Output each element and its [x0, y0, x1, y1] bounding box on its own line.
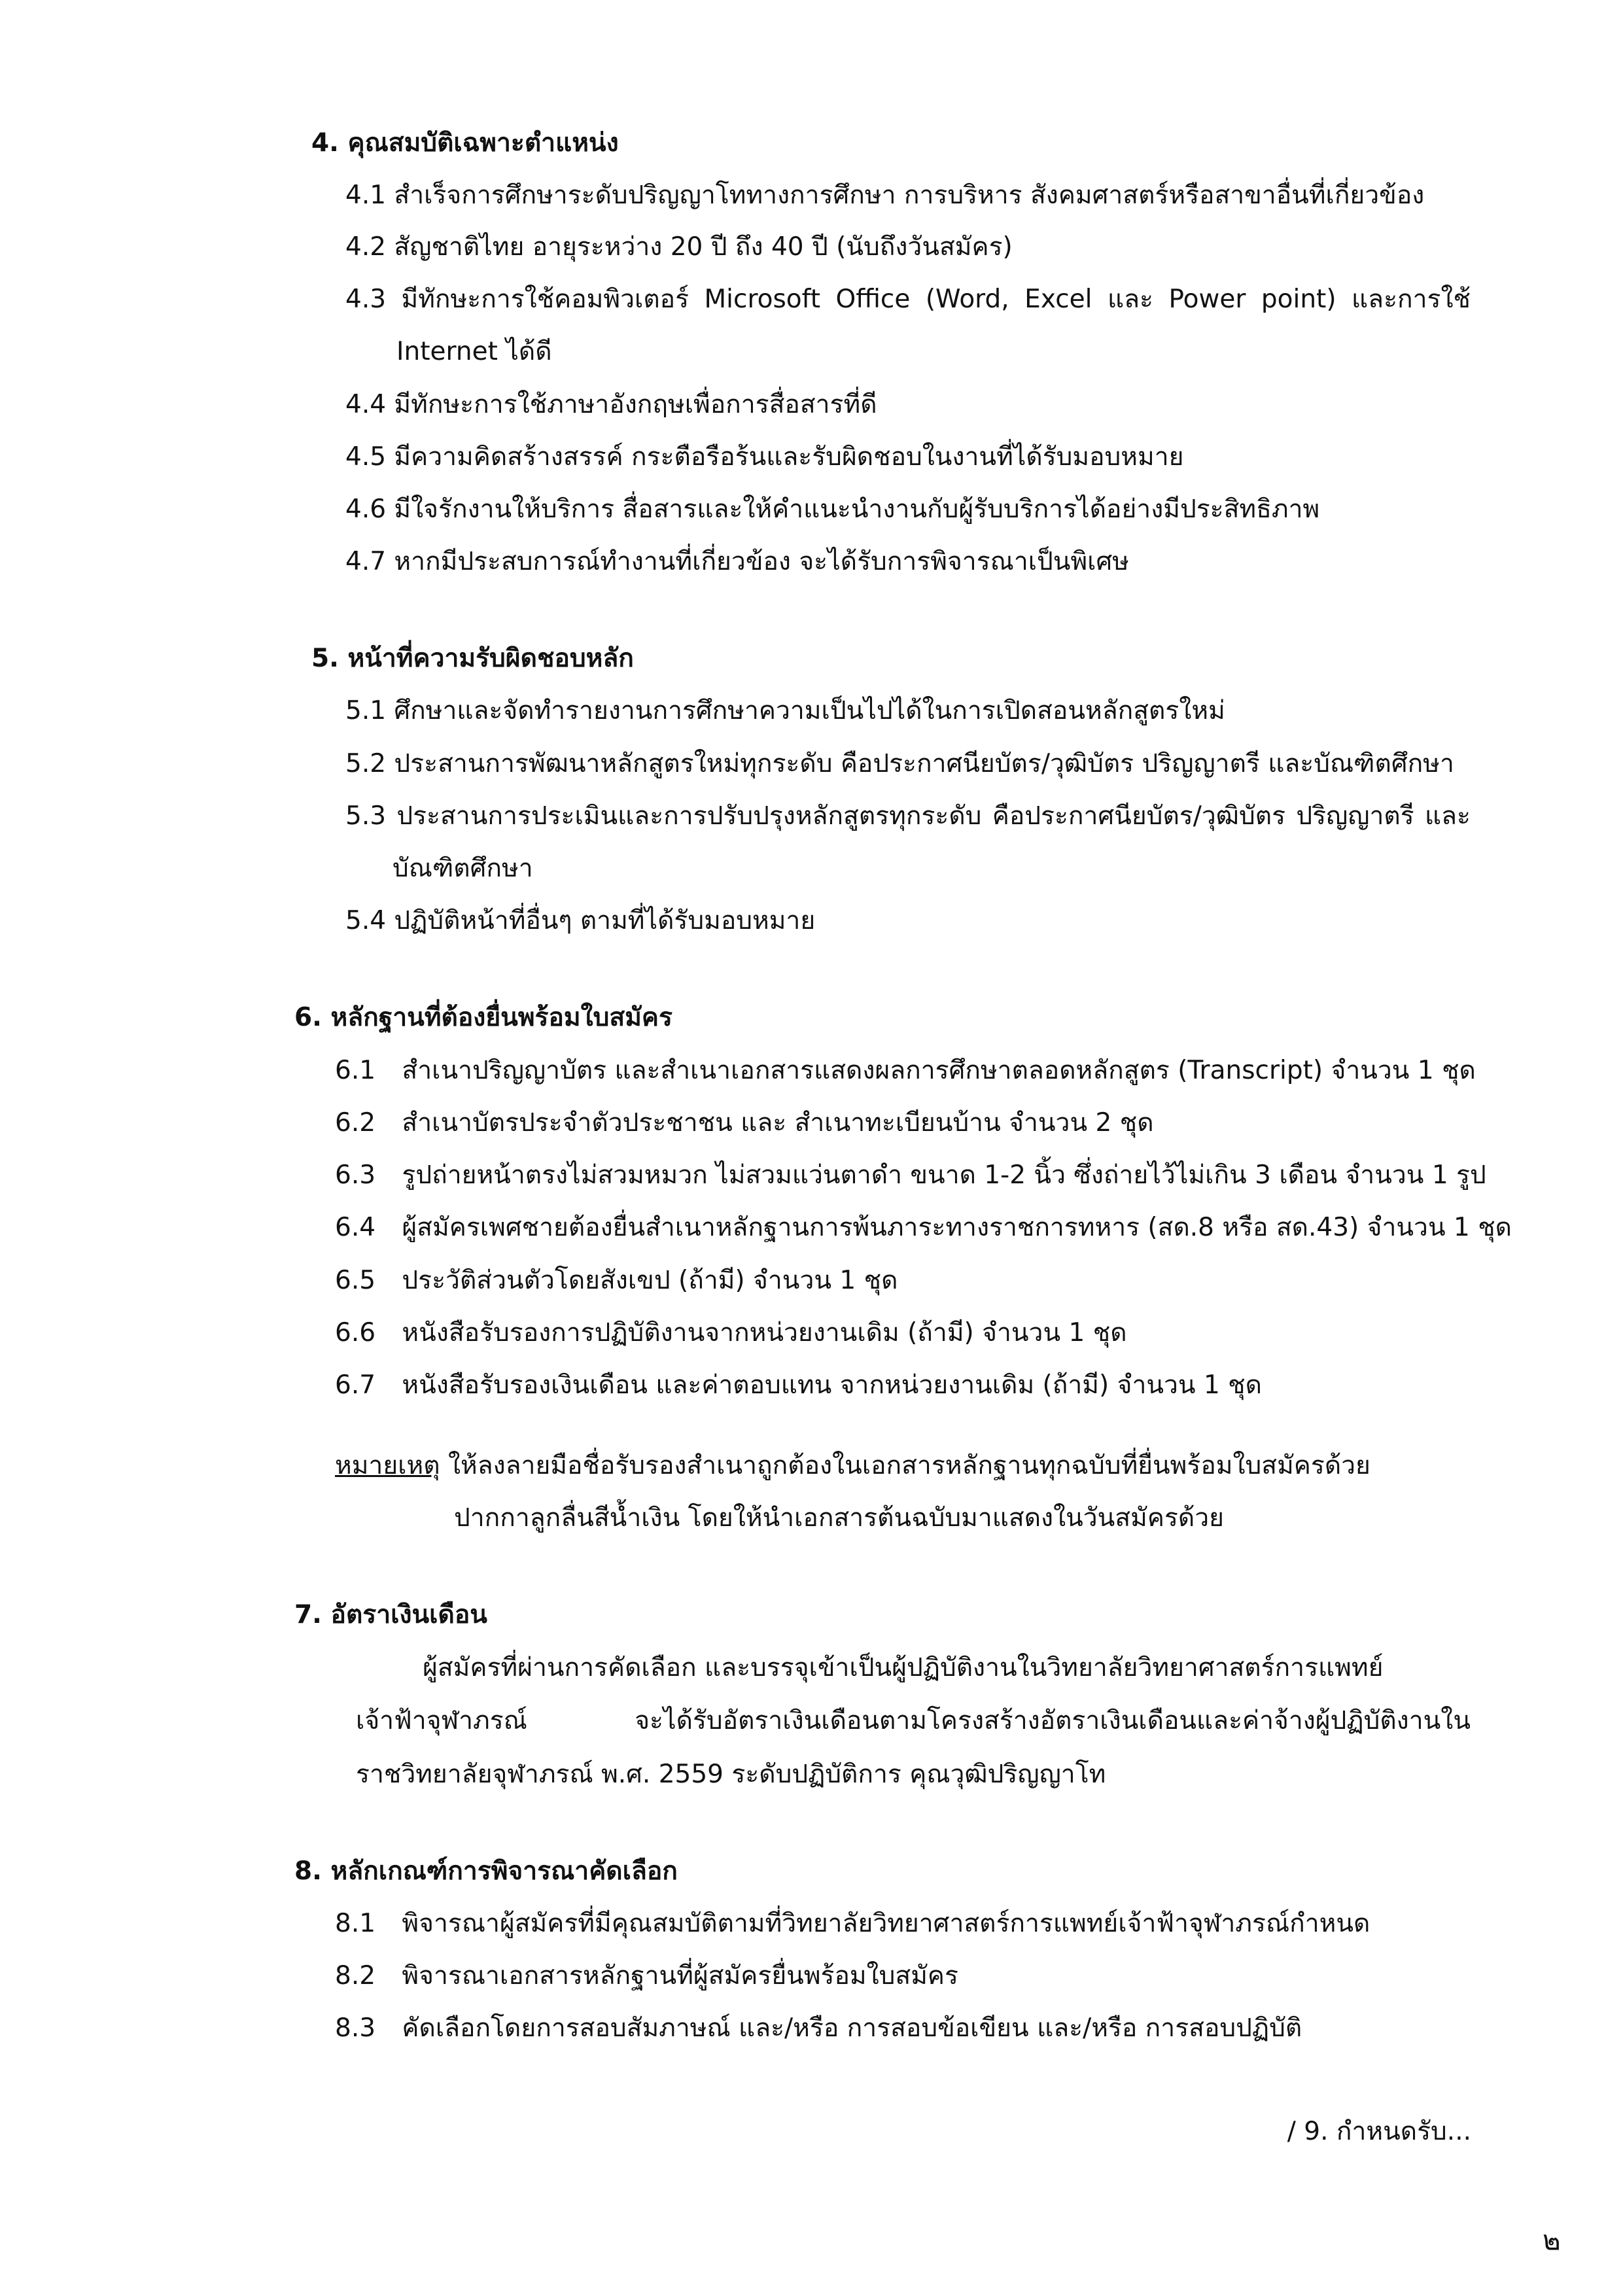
item-4-3-line2: Internet ได้ดี [396, 337, 552, 366]
note-text-line2: ปากกาลูกลื่นสีน้ำเงิน โดยให้นำเอกสารต้นฉบับมาแสดงในวันสมัครด้วย [454, 1503, 1224, 1533]
item-8-2 [335, 1961, 958, 1992]
item-text: พิจารณาเอกสารหลักฐานที่ผู้สมัครยื่นพร้อมใบสมัคร [402, 1961, 958, 1991]
item-4-6: 4.6 มีใจรักงานให้บริการ สื่อสารและให้คำแนะนำงานกับผู้รับบริการได้อย่างมีประสิทธิภาพ [345, 495, 1320, 524]
section-7-title: 7. อัตราเงินเดือน [294, 1600, 487, 1629]
item-6-1 [335, 1056, 1476, 1087]
section-6-title: 6. หลักฐานที่ต้องยื่นพร้อมใบสมัคร [294, 1003, 672, 1032]
continuation-marker: / 9. กำหนดรับ... [1287, 2117, 1471, 2146]
item-6-5 [335, 1266, 898, 1296]
item-text: คัดเลือกโดยการสอบสัมภาษณ์ และ/หรือ การสอบข้อเขียน และ/หรือ การสอบปฏิบัติ [402, 2013, 1302, 2043]
section-5-title: 5. หน้าที่ความรับผิดชอบหลัก [311, 644, 634, 673]
item-text: ประวัติส่วนตัวโดยสังเขป (ถ้ามี) จำนวน 1 ชุด [402, 1266, 898, 1295]
section-4-title: 4. คุณสมบัติเฉพาะตำแหน่ง [311, 128, 619, 158]
item-number: 6.5 [335, 1266, 376, 1295]
item-4-4: 4.4 มีทักษะการใช้ภาษาอังกฤษเพื่อการสื่อสารที่ดี [345, 390, 877, 419]
item-text: ผู้สมัครเพศชายต้องยื่นสำเนาหลักฐานการพ้นภาระทางราชการทหาร (สด.8 หรือ สด.43) จำนวน 1 ชุด [402, 1213, 1512, 1242]
item-number: 8.1 [335, 1909, 376, 1938]
page-number: ๒ [1543, 2224, 1561, 2256]
item-6-4 [335, 1213, 1512, 1244]
note-label: หมายเหตุ [335, 1451, 440, 1480]
item-5-3-line1: 5.3 ประสานการประเมินและการปรับปรุงหลักสูตรทุกระดับ คือประกาศนียบัตร/วุฒิบัตร ปริญญาตรี และ [345, 801, 1471, 831]
item-4-7: 4.7 หากมีประสบการณ์ทำงานที่เกี่ยวข้อง จะได้รับการพิจารณาเป็นพิเศษ [345, 547, 1129, 576]
item-5-2: 5.2 ประสานการพัฒนาหลักสูตรใหม่ทุกระดับ คือประกาศนียบัตร/วุฒิบัตร ปริญญาตรี และบัณฑิตศึกษา [345, 749, 1454, 778]
item-6-3 [335, 1160, 1486, 1191]
item-4-1: 4.1 สำเร็จการศึกษาระดับปริญญาโททางการศึกษา การบริหาร สังคมศาสตร์หรือสาขาอื่นที่เกี่ยวข้อง [345, 181, 1425, 210]
salary-paragraph-line2: เจ้าฟ้าจุฬาภรณ์ จะได้รับอัตราเงินเดือนตามโครงสร้างอัตราเงินเดือนและค่าจ้างผู้ปฏิบัติงานใน [356, 1706, 1471, 1735]
item-5-1: 5.1 ศึกษาและจัดทำรายงานการศึกษาความเป็นไปได้ในการเปิดสอนหลักสูตรใหม่ [345, 696, 1225, 725]
salary-paragraph-line1: ผู้สมัครที่ผ่านการคัดเลือก และบรรจุเข้าเป็นผู้ปฏิบัติงานในวิทยาลัยวิทยาศาสตร์การแพทย์ [423, 1653, 1384, 1682]
item-number: 6.4 [335, 1213, 376, 1242]
item-text: สำเนาปริญญาบัตร และสำเนาเอกสารแสดงผลการศึกษาตลอดหลักสูตร (Transcript) จำนวน 1 ชุด [402, 1056, 1476, 1085]
item-8-1 [335, 1909, 1370, 1939]
item-6-6 [335, 1318, 1127, 1349]
item-6-7 [335, 1370, 1262, 1401]
item-5-3-line2: บัณฑิตศึกษา [393, 854, 533, 883]
item-text: หนังสือรับรองการปฏิบัติงานจากหน่วยงานเดิม (ถ้ามี) จำนวน 1 ชุด [402, 1318, 1127, 1348]
item-4-3-line1: 4.3 มีทักษะการใช้คอมพิวเตอร์ Microsoft Office (Word, Excel และ Power point) และการใช้ [345, 285, 1471, 314]
note-text-line1: ให้ลงลายมือชื่อรับรองสำเนาถูกต้องในเอกสารหลักฐานทุกฉบับที่ยื่นพร้อมใบสมัครด้วย [447, 1451, 1370, 1480]
section-8-title: 8. หลักเกณฑ์การพิจารณาคัดเลือก [294, 1856, 678, 1886]
item-number: 6.3 [335, 1160, 376, 1190]
item-number: 6.7 [335, 1370, 376, 1400]
item-number: 6.1 [335, 1056, 376, 1085]
item-number: 6.2 [335, 1108, 376, 1138]
item-5-4: 5.4 ปฏิบัติหน้าที่อื่นๆ ตามที่ได้รับมอบหมาย [345, 906, 816, 935]
item-text: พิจารณาผู้สมัครที่มีคุณสมบัติตามที่วิทยาลัยวิทยาศาสตร์การแพทย์เจ้าฟ้าจุฬาภรณ์กำหนด [402, 1909, 1370, 1938]
note [335, 1451, 1370, 1482]
item-4-5: 4.5 มีความคิดสร้างสรรค์ กระตือรือร้นและรับผิดชอบในงานที่ได้รับมอบหมาย [345, 442, 1184, 472]
item-8-3 [335, 2013, 1302, 2044]
item-text: หนังสือรับรองเงินเดือน และค่าตอบแทน จากหน่วยงานเดิม (ถ้ามี) จำนวน 1 ชุด [402, 1370, 1262, 1400]
item-4-2: 4.2 สัญชาติไทย อายุระหว่าง 20 ปี ถึง 40 ปี (นับถึงวันสมัคร) [345, 232, 1013, 262]
item-6-2 [335, 1108, 1154, 1139]
item-number: 8.2 [335, 1961, 376, 1991]
item-text: รูปถ่ายหน้าตรงไม่สวมหมวก ไม่สวมแว่นตาดำ ขนาด 1-2 นิ้ว ซึ่งถ่ายไว้ไม่เกิน 3 เดือน จำนวน 1 รูป [402, 1160, 1486, 1190]
item-number: 8.3 [335, 2013, 376, 2043]
salary-paragraph-line3: ราชวิทยาลัยจุฬาภรณ์ พ.ศ. 2559 ระดับปฏิบัติการ คุณวุฒิปริญญาโท [356, 1760, 1106, 1789]
item-text: สำเนาบัตรประจำตัวประชาชน และ สำเนาทะเบียนบ้าน จำนวน 2 ชุด [402, 1108, 1154, 1138]
item-number: 6.6 [335, 1318, 376, 1348]
